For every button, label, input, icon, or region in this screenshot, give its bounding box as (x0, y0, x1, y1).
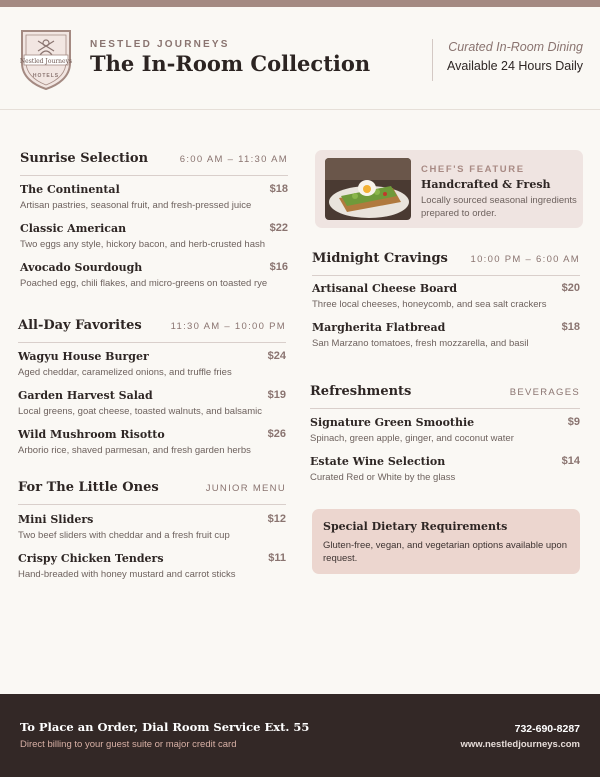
menu-item (18, 428, 286, 467)
hotel-crest-logo (18, 27, 74, 91)
header-divider (432, 39, 433, 81)
item-name: Signature Green Smoothie (310, 416, 475, 429)
item-name: Classic American (20, 222, 127, 235)
item-name: Avocado Sourdough (20, 261, 143, 274)
item-name: Estate Wine Selection (310, 455, 446, 468)
item-description: Two beef sliders with cheddar and a fresh fruit cup (18, 530, 230, 541)
item-description: Three local cheeses, honeycomb, and sea salt crackers (312, 299, 547, 310)
section-hours: 11:30 AM – 10:00 PM (170, 321, 286, 332)
brand-name: NESTLED JOURNEYS (90, 39, 230, 50)
section-header (18, 480, 286, 505)
menu-item (312, 321, 580, 360)
avocado-toast-image (325, 158, 411, 220)
dietary-notice-card (312, 509, 580, 574)
item-name: Artisanal Cheese Board (312, 282, 458, 295)
menu-section-midnight (312, 251, 580, 360)
order-instructions: To Place an Order, Dial Room Service Ext. 55 (20, 720, 310, 734)
menu-item (310, 455, 580, 494)
section-title: For The Little Ones (18, 480, 159, 495)
page-footer (0, 694, 600, 777)
website-link[interactable]: www.nestledjourneys.com (460, 739, 580, 750)
item-description: Aged cheddar, caramelized onions, and truffle fries (18, 367, 232, 378)
section-hours: 6:00 AM – 11:30 AM (179, 154, 288, 165)
menu-section-junior (18, 480, 286, 591)
item-description: Arborio rice, shaved parmesan, and fresh garden herbs (18, 445, 251, 456)
item-price: $14 (561, 455, 580, 467)
feature-description: Locally sourced seasonal ingredients prepared to order. (421, 195, 577, 219)
chef-feature-card (315, 150, 583, 228)
menu-section-all-day (18, 318, 286, 467)
item-description: Two eggs any style, hickory bacon, and herb-crusted hash (20, 239, 266, 250)
section-title: Sunrise Selection (20, 151, 149, 166)
feature-title: Handcrafted & Fresh (421, 178, 551, 191)
item-name: Margherita Flatbread (312, 321, 446, 334)
feature-label: CHEF'S FEATURE (421, 164, 525, 175)
menu-item (18, 389, 286, 428)
menu-item (20, 222, 288, 261)
item-name: Wagyu House Burger (18, 350, 149, 363)
tagline: Curated In-Room Dining (448, 40, 583, 54)
menu-item (18, 513, 286, 552)
item-price: $18 (561, 321, 580, 333)
item-description: San Marzano tomatoes, fresh mozzarella, and basil (312, 338, 529, 349)
item-price: $22 (269, 222, 288, 234)
menu-item (310, 416, 580, 455)
item-price: $18 (269, 183, 288, 195)
item-price: $9 (567, 416, 580, 428)
page-title: The In-Room Collection (90, 51, 371, 76)
item-name: Garden Harvest Salad (18, 389, 153, 402)
logo-text-bottom: HOTELS (32, 73, 60, 79)
item-description: Local greens, goat cheese, toasted walnuts, and balsamic (18, 406, 262, 417)
dietary-description: Gluten-free, vegan, and vegetarian options available upon request. (323, 540, 568, 564)
dietary-title: Special Dietary Requirements (323, 520, 508, 533)
menu-section-refreshments (310, 384, 580, 494)
item-price: $19 (267, 389, 286, 401)
menu-item (312, 282, 580, 321)
menu-item (20, 261, 288, 300)
service-hours: Available 24 Hours Daily (447, 59, 583, 73)
menu-item (18, 350, 286, 389)
item-name: Mini Sliders (18, 513, 94, 526)
item-description: Curated Red or White by the glass (310, 472, 456, 483)
menu-item (18, 552, 286, 591)
item-description: Hand-breaded with honey mustard and carrot sticks (18, 569, 236, 580)
item-price: $12 (267, 513, 286, 525)
item-price: $24 (267, 350, 286, 362)
page-header (0, 7, 600, 110)
menu-item (20, 183, 288, 222)
section-title: Refreshments (310, 384, 412, 399)
menu-section-sunrise (20, 151, 288, 300)
item-description: Spinach, green apple, ginger, and coconut water (310, 433, 514, 444)
section-header (20, 151, 288, 176)
item-name: The Continental (20, 183, 120, 196)
top-accent-bar (0, 0, 600, 7)
phone-number[interactable]: 732-690-8287 (514, 723, 580, 735)
item-description: Poached egg, chili flakes, and micro-greens on toasted rye (20, 278, 268, 289)
billing-note: Direct billing to your guest suite or major credit card (20, 739, 237, 750)
item-price: $16 (269, 261, 288, 273)
item-price: $11 (268, 552, 286, 564)
item-name: Crispy Chicken Tenders (18, 552, 164, 565)
section-label: BEVERAGES (509, 387, 580, 398)
section-title: All-Day Favorites (18, 318, 142, 333)
item-price: $20 (561, 282, 580, 294)
logo-text-top: Nestled Journeys (19, 58, 73, 65)
item-name: Wild Mushroom Risotto (18, 428, 165, 441)
section-header (310, 384, 580, 409)
item-description: Artisan pastries, seasonal fruit, and fresh-pressed juice (20, 200, 252, 211)
section-label: JUNIOR MENU (205, 483, 286, 494)
section-title: Midnight Cravings (312, 251, 448, 266)
section-header (312, 251, 580, 276)
item-price: $26 (267, 428, 286, 440)
section-hours: 10:00 PM – 6:00 AM (470, 254, 580, 265)
section-header (18, 318, 286, 343)
